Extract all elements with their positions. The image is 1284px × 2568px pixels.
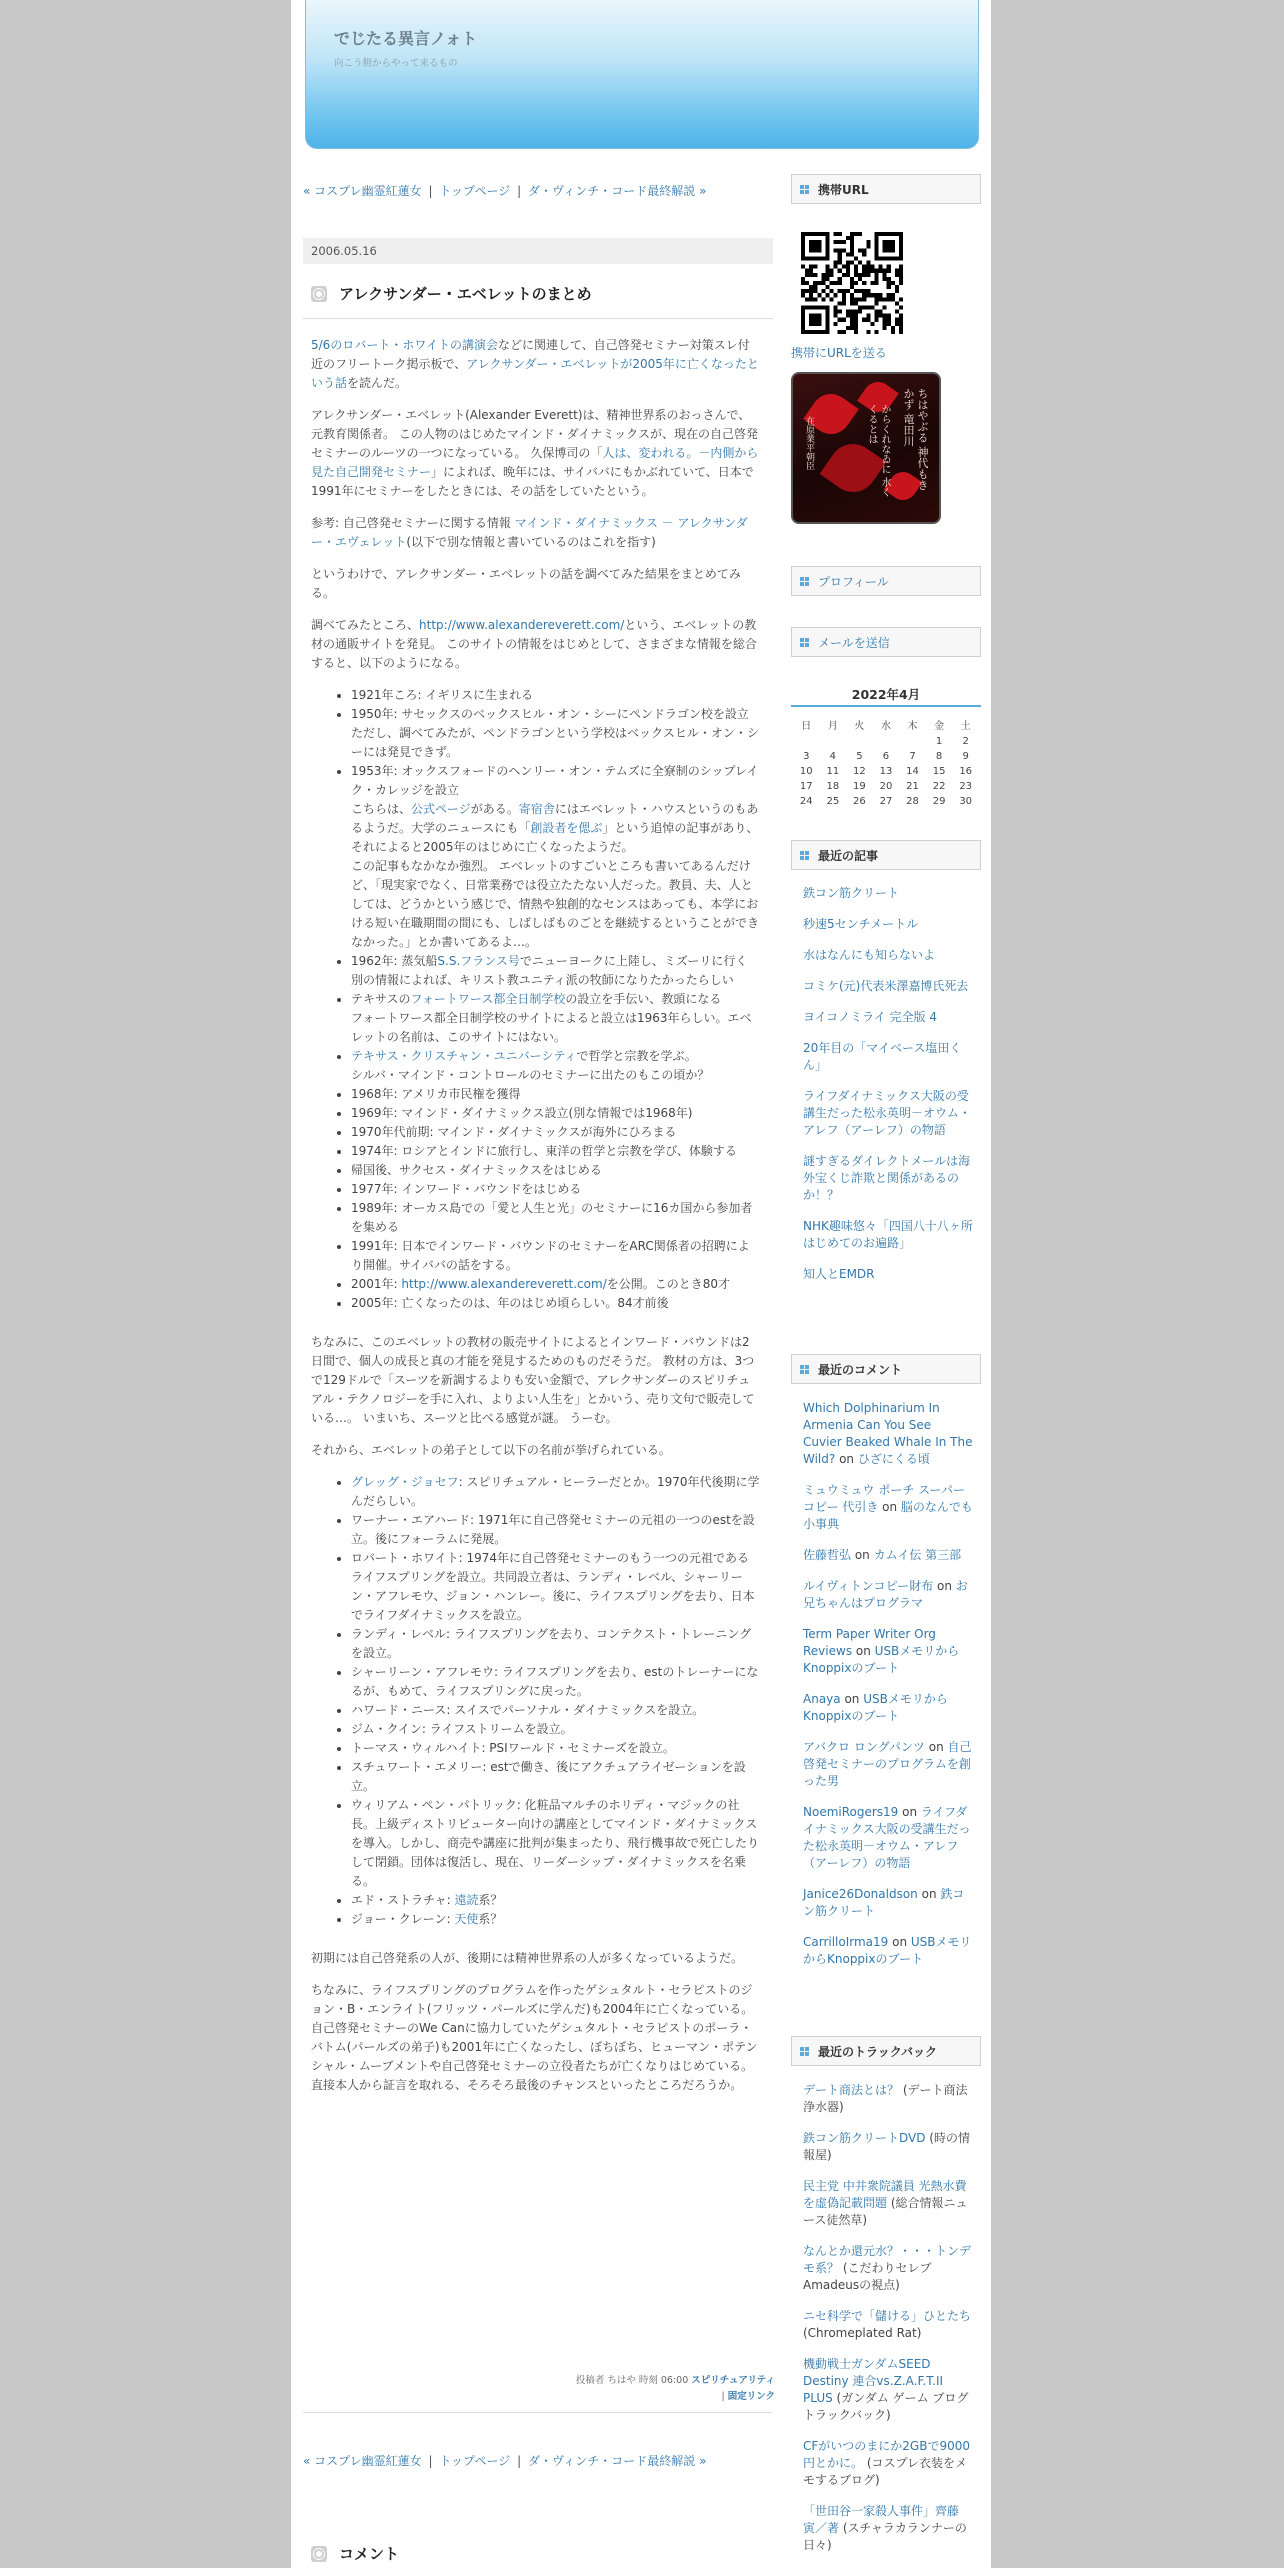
recent-trackbacks-heading-text: 最近のトラックバック (818, 2045, 938, 2059)
inline-link[interactable]: マインド・ダイナミックス － アレクサンダー・エヴェレット (311, 516, 748, 549)
paragraph (311, 336, 761, 393)
mobile-url-heading (791, 174, 981, 204)
calendar-day: 1 (935, 736, 943, 747)
recent-entry-link[interactable]: 謎すぎるダイレクトメールは海外宝くじ詐欺と関係があるのか！？ (803, 1154, 971, 1202)
calendar-day: 20 (879, 781, 893, 792)
trackback-source: (こだわりセレブAmadeusの視点) (803, 2261, 932, 2292)
comment-author-link[interactable]: Anaya (803, 1692, 841, 1706)
text-run: 系？ (478, 1912, 503, 1926)
recent-trackback-item (803, 2243, 973, 2294)
calendar-day: 7 (909, 751, 916, 762)
comment-entry-link[interactable]: 自己啓発セミナーのプログラムを創った男 (803, 1740, 972, 1788)
list-item (351, 1796, 761, 1891)
trackback-link[interactable]: ニセ科学で「儲ける」ひとたち (803, 2309, 972, 2323)
text-run: (以下で別な情報と書いているのはこれを指す) (406, 535, 656, 549)
mobile-url-heading-text: 携帯URL (818, 183, 869, 197)
recent-entries-heading (791, 840, 981, 870)
text-run: 調べてみたところ、 (311, 618, 420, 632)
list-item (351, 1142, 761, 1161)
comment-entry-link[interactable]: カムイ伝 第三部 (873, 1548, 962, 1562)
nav-separator: | (517, 184, 522, 198)
text-run: 1962年: 蒸気船 (351, 954, 438, 968)
list-item (351, 1739, 761, 1758)
recent-entry-link[interactable]: ヨイコノミライ 完全版 4 (803, 1010, 938, 1024)
recent-entry-link[interactable]: 20年目の「マイベース塩田くん」 (803, 1041, 962, 1072)
blog-title[interactable]: でじたる異言ノォト (334, 29, 478, 48)
entry-nav-top (303, 182, 773, 199)
top-page-link[interactable]: トップページ (439, 2454, 511, 2468)
trackback-link[interactable]: 民主党 中井衆院議員 光熱水費を虚偽記載問題 (803, 2179, 967, 2210)
recent-comment-item (803, 1934, 973, 1968)
send-mail-link[interactable] (791, 627, 981, 657)
paragraph: ちなみに、ライフスプリングのプログラムを作ったゲシュタルト・セラピストのジョン・B・エンライト(フリッツ・パールズに学んだ)も2004年に亡くなっている。 自己啓発セミナーのWe Canに協力していたゲシュタルト・セラピストのポーラ・バトム(パールズの弟子)も2001年に亡くなったし、ぼちぼち、ヒューマン・ポテンシャル・ムーブメントや自己啓発セミナーの立役者たちが亡くなりはじめている。 直接本人から証言を取れる、そろそろ最後のチャンスといったところだろうか。 (311, 1983, 758, 2092)
trackback-source: (デート商法浄水器) (803, 2083, 968, 2114)
disciples-list (311, 1473, 761, 1929)
comments-heading (311, 2543, 399, 2564)
paragraph: それから、エベレットの弟子として以下の名前が挙げられている。 (311, 1443, 671, 1457)
calendar-title: 2022年4月 (851, 687, 921, 702)
entry-bullet-icon (311, 286, 327, 302)
comment-on-label: on (851, 1548, 874, 1562)
recent-comment-item (803, 1400, 973, 1468)
calendar-day: 29 (932, 796, 946, 807)
calendar-day (820, 734, 847, 749)
entry-title-text: アレクサンダー・エベレットのまとめ (339, 285, 592, 303)
comment-entry-link[interactable]: ひざにくる頃 (857, 1452, 930, 1466)
calendar-weekday: 月 (827, 720, 838, 732)
paragraph (311, 514, 761, 552)
text-run: ジョー・クレーン: (351, 1912, 455, 1926)
recent-trackbacks-heading (791, 2036, 981, 2066)
list-item (351, 762, 761, 952)
entry-date: 2006.05.16 (303, 238, 773, 264)
footer-separator: | (721, 2391, 725, 2402)
text-run: 1977年: インワード・バウンドをはじめる (351, 1182, 582, 1196)
text-run: ランディ・レベル: ライフスプリングを去り、コンテクスト・トレーニングを設立。 (351, 1627, 752, 1660)
paragraph: ちなみに、このエベレットの教材の販売サイトによるとインワード・バウンドは2日間で、個人の成長と真の才能を発見するためのものだそうだ。 教材の方は、3つで129ドルで「スーツを新調するよりも安い金額で、アレクサンダーのスピリチュアル・テクノロジーを手に入れ、よりよい人生を」とかいう、売り文句で販売している…。 いまいち、スーツと比べる感覚が謎。 うーむ。 (311, 1335, 755, 1425)
top-page-link[interactable]: トップページ (439, 184, 511, 198)
calendar-weekday: 木 (907, 720, 918, 732)
calendar-day: 19 (853, 781, 866, 792)
book-cover-text: ちはやぶる 神代もきかず 竜田川 (902, 388, 929, 491)
recent-comment-item (803, 1626, 973, 1677)
text-run: 1950年: サセックスのベックスヒル・オン・シーにペンドラゴン校を設立 (351, 707, 749, 721)
calendar-day: 4 (829, 751, 837, 762)
list-item (351, 1275, 761, 1294)
calendar-day: 24 (799, 796, 813, 807)
trackback-link[interactable]: 「世田谷一家殺人事件」齊藤 寅／著 (803, 2504, 972, 2535)
comment-author-link[interactable]: 佐藤哲弘 (803, 1548, 852, 1562)
recent-trackback-item (803, 2308, 973, 2342)
text-run: という、エベレットの教材の通販サイトを発見。 このサイトの情報をはじめとして、さまざまな情報を総合すると、以下のようになる。 (311, 618, 757, 670)
list-item (351, 1104, 761, 1123)
comment-entry-link[interactable]: USBメモリからKnoppixのブート (803, 1692, 948, 1723)
list-item (351, 1473, 761, 1511)
text-run: を読んだ。 (347, 376, 408, 390)
recent-entry-link[interactable]: 水はなんにも知らないよ (803, 948, 936, 962)
inline-link[interactable]: グレッグ・ジョセフ (351, 1475, 459, 1489)
comment-on-label: on (933, 1579, 956, 1593)
grid-bullet-icon (800, 1365, 809, 1374)
book-cover-image[interactable] (791, 372, 941, 524)
trackback-link[interactable]: なんとか還元水？・・・トンデモ系？ (803, 2244, 972, 2275)
divider (303, 2412, 773, 2413)
book-cover-text: からくれなゐに 水くくるとは (866, 404, 890, 498)
inline-link[interactable]: テキサス・クリスチャン・ユニバーシティ (351, 1049, 577, 1063)
text-run: ただし、調べてみたが、ペンドラゴンという学校はベックスヒル・オン・シーには発見できず。 (351, 726, 759, 759)
recent-entry-link[interactable]: ライフダイナミックス大阪の受講生だった松永英明－オウム・アレフ（アーレフ）の物語 (803, 1089, 971, 1137)
comment-entry-link[interactable]: USBメモリからKnoppixのブート (803, 1644, 960, 1675)
prev-entry-link[interactable]: « コスプレ幽霊紅蓮女 (303, 184, 422, 198)
inline-link[interactable]: http://www.alexandereverett.com/ (401, 1277, 607, 1291)
recent-trackback-item (803, 2438, 973, 2489)
trackback-source: (スチャラカランナーの日々) (803, 2521, 967, 2552)
paragraph: というわけで、アレクサンダー・エベレットの話を調べてみた結果をまとめてみる。 (311, 567, 741, 600)
calendar-weekday: 土 (960, 720, 971, 732)
recent-trackbacks-list (803, 2082, 973, 2568)
calendar-day: 23 (959, 781, 973, 792)
text-run: の設立を手伝い、教頭になる (565, 992, 722, 1006)
recent-comment-item (803, 1578, 973, 1612)
trackback-source: (コスプレ衣装をメモするブログ) (803, 2456, 968, 2487)
calendar-weekday: 金 (934, 720, 945, 732)
comment-entry-link[interactable]: 脳のなんでも小事典 (803, 1500, 973, 1531)
text-run: などに関連して、自己啓発セミナー対策スレ付近のフリートーク掲示板で、 (311, 338, 750, 371)
calendar-day: 22 (932, 781, 946, 792)
calendar-day: 30 (959, 796, 973, 807)
send-mail-link-text: メールを送信 (818, 636, 890, 650)
list-item (351, 1123, 761, 1142)
text-run: 参考: 自己啓発セミナーに関する情報 (311, 516, 515, 530)
calendar-weekday: 日 (801, 720, 812, 732)
list-item (351, 1891, 761, 1910)
recent-comment-item (803, 1691, 973, 1725)
recent-entry-link[interactable]: 鉄コン筋クリート (803, 886, 900, 900)
trackback-link[interactable]: CFがいつのまにか2GBで9000円とかに。 (803, 2439, 970, 2470)
text-run: ジム・クイン: ライフストリームを設立。 (351, 1722, 573, 1736)
text-run: 系？ (478, 1893, 503, 1907)
entry-title (311, 283, 771, 304)
comment-author-link[interactable]: NoemiRogers19 (803, 1805, 899, 1819)
recent-entry-link[interactable]: 秒速5センチメートル (803, 917, 919, 931)
trackback-link[interactable]: 機動戦士ガンダムSEED Destiny 連合vs.Z.A.F.T.II PLUS (803, 2357, 944, 2405)
recent-trackback-item (803, 2178, 973, 2229)
comment-on-label: on (840, 1692, 864, 1706)
trackback-source: (時の情報屋) (803, 2131, 970, 2162)
text-run: 1969年: マインド・ダイナミックス設立(別な情報では1968年) (351, 1106, 693, 1120)
text-run: 2005年: 亡くなったのは、年のはじめ頃らしい。84才前後 (351, 1296, 669, 1310)
comment-on-label: on (888, 1935, 911, 1949)
inline-link[interactable]: 天使 (454, 1912, 479, 1926)
timeline-list (311, 686, 761, 1313)
category-link[interactable]: スピリチュアリティ (691, 2375, 775, 2386)
calendar-day: 13 (879, 766, 893, 777)
recent-trackback-item (803, 2356, 973, 2424)
list-item (351, 1294, 761, 1313)
inline-link[interactable]: 寄宿舎 (518, 802, 555, 816)
recent-comments-heading-text: 最近のコメント (818, 1363, 903, 1377)
text-run: で哲学と宗教を学ぶ。 (576, 1049, 697, 1063)
comments-heading-text: コメント (339, 2545, 400, 2563)
calendar-day: 8 (935, 751, 943, 762)
recent-comment-item (803, 1482, 973, 1533)
recent-trackback-item (803, 2130, 973, 2164)
text-run: 2001年: (351, 1277, 402, 1291)
text-run: 帰国後、サクセス・ダイナミックスをはじめる (351, 1163, 602, 1177)
text-run: 1991年: 日本でインワード・バウンドのセミナーをARC関係者の招聘により開催。サイババの話をする。 (351, 1239, 750, 1272)
calendar-day: 15 (932, 766, 946, 777)
list-item (351, 1910, 761, 1929)
trackback-source: (総合情報ニュース徒然草) (803, 2196, 968, 2227)
text-run: ウィリアム・ペン・パトリック: 化粧品マルチのホリディ・マジックの社長。上級ディストリビューター向けの講座としてマインド・ダイナミックスを導入。しかし、商売や講座に批判が集まったり、飛行機事故で死亡したりして閉鎖。団体は復活し、現在、リーダーシップ・ダイナミックスを名乗る。 (351, 1798, 760, 1888)
text-run: こちらは、 (351, 802, 412, 816)
text-run: 」によれば、晩年には、サイババにもかぶれていて、日本で1991年にセミナーをしたときには、その話をしていたという。 (311, 465, 754, 498)
text-run: テキサスの (351, 992, 411, 1006)
qr-code-image (801, 232, 903, 334)
list-item (351, 952, 761, 990)
text-run: にはエベレット・ハウスというのもあるようだ。大学のニュースにも「 (351, 802, 759, 835)
text-run: 1968年: アメリカ市民権を獲得 (351, 1087, 521, 1101)
calendar-day (899, 734, 926, 749)
calendar-day: 5 (856, 751, 863, 762)
calendar-day: 25 (826, 796, 840, 807)
calendar-day (873, 734, 900, 749)
grid-bullet-icon (800, 185, 809, 194)
text-run: : スピリチュアル・ヒーラーだとか。1970年代後期に学んだらしい。 (351, 1475, 760, 1508)
list-item (351, 1180, 761, 1199)
recent-comment-item (803, 1886, 973, 1920)
comment-author-link[interactable]: ルイヴィトンコピー財布 (803, 1579, 934, 1593)
trackback-link[interactable]: 鉄コン筋クリートDVD (803, 2131, 926, 2145)
permalink[interactable]: 固定リンク (727, 2391, 775, 2402)
calendar-day: 16 (959, 766, 973, 777)
text-run: スチュワート・エメリー: estで働き、後にアクチュアライゼーションを設立。 (351, 1760, 746, 1793)
posted-by: 投稿者 ちはや 時刻 06:00 (575, 2375, 689, 2386)
comment-author-link[interactable]: CarrilloIrma19 (803, 1935, 889, 1949)
divider (303, 318, 773, 319)
comments-bullet-icon (311, 2546, 327, 2562)
inline-link[interactable]: 創設者を偲ぶ (530, 821, 603, 835)
comment-on-label: on (852, 1644, 875, 1658)
paragraph: 初期には自己啓発系の人が、後期には精神世界系の人が多くなっているようだ。 (311, 1951, 744, 1965)
nav-separator: | (517, 2454, 522, 2468)
text-run: を公開。このとき80才 (606, 1277, 731, 1291)
recent-entry-link[interactable]: コミケ(元)代表米澤嘉博氏死去 (803, 979, 969, 993)
grid-bullet-icon (800, 577, 809, 586)
text-run: トーマス・ウィルハイト: PSIワールド・セミナーズを設立。 (351, 1741, 675, 1755)
text-run: 」という追悼の記事があり、それによると2005年のはじめに亡くなったようだ。 (351, 821, 759, 854)
list-item (351, 1047, 761, 1085)
calendar-day: 10 (799, 766, 813, 777)
calendar-day: 9 (962, 751, 969, 762)
comment-entry-link[interactable]: ライフダイナミックス大阪の受講生だった松永英明－オウム・アレフ（アーレフ）の物語 (803, 1805, 971, 1870)
list-item (351, 686, 761, 705)
inline-link[interactable]: S.S.フランス号 (437, 954, 520, 968)
comment-entry-link[interactable]: USBメモリからKnoppixのブート (803, 1935, 972, 1966)
inline-link[interactable]: 人は、変われる。－内側から見た自己開発セミナー (311, 446, 759, 479)
trackback-source: (ガンダム ゲーム ブログ トラックバック) (803, 2391, 969, 2422)
text-run: 1953年: オックスフォードのヘンリー・オン・テムズに全寮制のシップレイク・カレッジを設立 (351, 764, 759, 797)
recent-comment-item (803, 1739, 973, 1790)
text-run: この記事もなかなか強烈。 エベレットのすごいところも書いてあるんだけど、「現実家でなく、日常業務では役立たたない人だった。教員、夫、人としては、どうかという感じで、情熱や独創的なセンスはあっても、本学における短い在職期間の間にも、しばしばものごとを継続するということができなかった。」とか書いてあるよ…。 (351, 859, 760, 949)
comment-author-link[interactable]: ミュウミュウ ポーチ スーパーコピー 代引き (803, 1483, 965, 1514)
entry-nav-bottom (303, 2452, 773, 2469)
calendar-weekday: 水 (880, 720, 891, 732)
calendar-day: 11 (826, 766, 840, 777)
calendar-day: 14 (906, 766, 919, 777)
calendar-day: 26 (853, 796, 866, 807)
calendar-day: 27 (879, 796, 893, 807)
text-run: 1970年代前期: マインド・ダイナミックスが海外にひろまる (351, 1125, 677, 1139)
text-run: アレクサンダー・エベレット(Alexander Everett)は、精神世界系のおっさんで、元教育関係者。 この人物のはじめたマインド・ダイナミックスが、現在の自己啓発セミナーのルーツの一つになっている。 久保博司の「 (311, 408, 758, 460)
calendar-day: 2 (962, 736, 969, 747)
text-run: ワーナー・エアハード: 1971年に自己啓発セミナーの元祖の一つのestを設立。後にフォーラムに発展。 (351, 1513, 755, 1546)
recent-entries-list (803, 885, 973, 1297)
inline-link[interactable]: 公式ページ (411, 802, 471, 816)
comment-author-link[interactable]: Term Paper Writer Org Reviews (803, 1627, 936, 1658)
list-item (351, 1161, 761, 1180)
calendar-day: 6 (882, 751, 890, 762)
list-item (351, 1701, 761, 1720)
calendar-rule (791, 705, 981, 707)
inline-link[interactable]: フォートワース都全日制学校 (410, 992, 566, 1006)
next-entry-link[interactable]: ダ・ヴィンチ・コード最終解説 » (528, 2454, 707, 2468)
text-run: 別の情報によれば、キリスト教ユニティ派の牧師になりたかったらしい (351, 973, 734, 987)
page (291, 0, 991, 2568)
comment-author-link[interactable]: Janice26Donaldson (803, 1887, 918, 1901)
entry-footer (503, 2373, 775, 2405)
recent-comments-list (803, 1400, 973, 1982)
recent-comments-heading (791, 1354, 981, 1384)
comment-on-label: on (917, 1887, 941, 1901)
inline-link[interactable]: http://www.alexandereverett.com/ (419, 618, 625, 632)
calendar-day (846, 734, 873, 749)
comment-on-label: on (835, 1452, 858, 1466)
text-run: でニューヨークに上陸し、ミズーリに行く (519, 954, 748, 968)
calendar-day: 28 (906, 796, 919, 807)
list-item (351, 1237, 761, 1275)
text-run: フォートワース都全日制学校のサイトによると設立は1963年らしい。エベレットの名前は、このサイトにはない。 (351, 1011, 752, 1044)
profile-link-text: プロフィール (818, 575, 889, 589)
calendar-day: 18 (826, 781, 840, 792)
grid-bullet-icon (800, 2047, 809, 2056)
text-run: シャーリーン・アフレモウ: ライフスプリングを去り、estのトレーナーになるが、もめて、ライフスプリングに戻った。 (351, 1665, 759, 1698)
send-url-to-mobile-link[interactable]: 携帯にURLを送る (791, 346, 887, 360)
comment-on-label: on (898, 1805, 921, 1819)
text-run: シルバ・マインド・コントロールのセミナーに出たのもこの頃か？ (351, 1068, 710, 1082)
list-item (351, 1758, 761, 1796)
grid-bullet-icon (800, 851, 809, 860)
comment-on-label: on (924, 1740, 948, 1754)
calendar-day: 17 (799, 781, 813, 792)
trackback-link[interactable]: デート商法とは？ (803, 2083, 900, 2097)
list-item (351, 1511, 761, 1549)
recent-trackback-item (803, 2082, 973, 2116)
text-run: がある。 (470, 802, 519, 816)
comment-on-label: on (878, 1500, 901, 1514)
comment-entry-link[interactable]: 鉄コン筋クリート (803, 1887, 965, 1918)
recent-entries-heading-text: 最近の記事 (818, 849, 879, 863)
comment-author-link[interactable]: アバクロ ロングパンツ (803, 1740, 925, 1754)
list-item (351, 1199, 761, 1237)
calendar-day: 21 (906, 781, 919, 792)
list-item (351, 1663, 761, 1701)
text-run: 1974年: ロシアとインドに旅行し、東洋の哲学と宗教を学び、体験する (351, 1144, 737, 1158)
prev-entry-link[interactable]: « コスプレ幽霊紅蓮女 (303, 2454, 422, 2468)
trackback-source: (Chromeplated Rat) (803, 2326, 922, 2340)
calendar-day (793, 734, 820, 749)
comment-entry-link[interactable]: お兄ちゃんはプログラマ (803, 1579, 968, 1610)
calendar-table (793, 714, 979, 809)
text-run: 1989年: オーカス島での「愛と人生と光」のセミナーに16カ国から参加者を集める (351, 1201, 753, 1234)
recent-entry-link[interactable]: NHK趣味悠々「四国八十八ヶ所 はじめてのお遍路」 (803, 1219, 973, 1250)
calendar-day: 3 (803, 751, 810, 762)
text-run: エド・ストラチャ: (351, 1893, 455, 1907)
inline-link[interactable]: 5/6のロバート・ホワイトの講演会 (311, 338, 498, 352)
blog-description: 向こう側からやって来るもの (334, 58, 458, 69)
blog-banner (305, 0, 979, 149)
recent-entry-link[interactable]: 知人とEMDR (803, 1267, 875, 1281)
nav-separator: | (428, 184, 433, 198)
inline-link[interactable]: アレクサンダー・エベレットが2005年に亡くなったという話 (311, 357, 759, 390)
recent-comment-item (803, 1547, 973, 1564)
list-item (351, 1720, 761, 1739)
list-item (351, 990, 761, 1047)
comment-author-link[interactable]: Which Dolphinarium In Armenia Can You See Cuvier Beaked Whale In The Wild? (803, 1401, 973, 1466)
list-item (351, 1549, 761, 1625)
text-run: ロバート・ホワイト: 1974年に自己啓発セミナーのもう一つの元祖であるライフスプリングを設立。共同設立者は、ランディ・レベル、シャーリーン・アフレモウ、ジョン・ハンレー。後に、ライフスプリングを去り、日本でライフダイナミックスを設立。 (351, 1551, 755, 1622)
nav-separator: | (428, 2454, 433, 2468)
inline-link[interactable]: 遠読 (454, 1893, 479, 1907)
profile-link[interactable] (791, 566, 981, 596)
text-run: 1921年ころ: イギリスに生まれる (351, 688, 534, 702)
list-item (351, 1625, 761, 1663)
grid-bullet-icon (800, 638, 809, 647)
calendar-weekday: 火 (854, 720, 865, 732)
paragraph (311, 616, 761, 673)
next-entry-link[interactable]: ダ・ヴィンチ・コード最終解説 » (528, 184, 707, 198)
entry-body (311, 336, 761, 2108)
calendar-day: 12 (853, 766, 866, 777)
list-item (351, 705, 761, 762)
list-item (351, 1085, 761, 1104)
recent-trackback-item (803, 2503, 973, 2554)
recent-comment-item (803, 1804, 973, 1872)
text-run: ハワード・ニース: スイスでパーソナル・ダイナミックスを設立。 (351, 1703, 705, 1717)
paragraph (311, 406, 761, 501)
book-cover-author: 在原業平朝臣 (804, 416, 814, 470)
